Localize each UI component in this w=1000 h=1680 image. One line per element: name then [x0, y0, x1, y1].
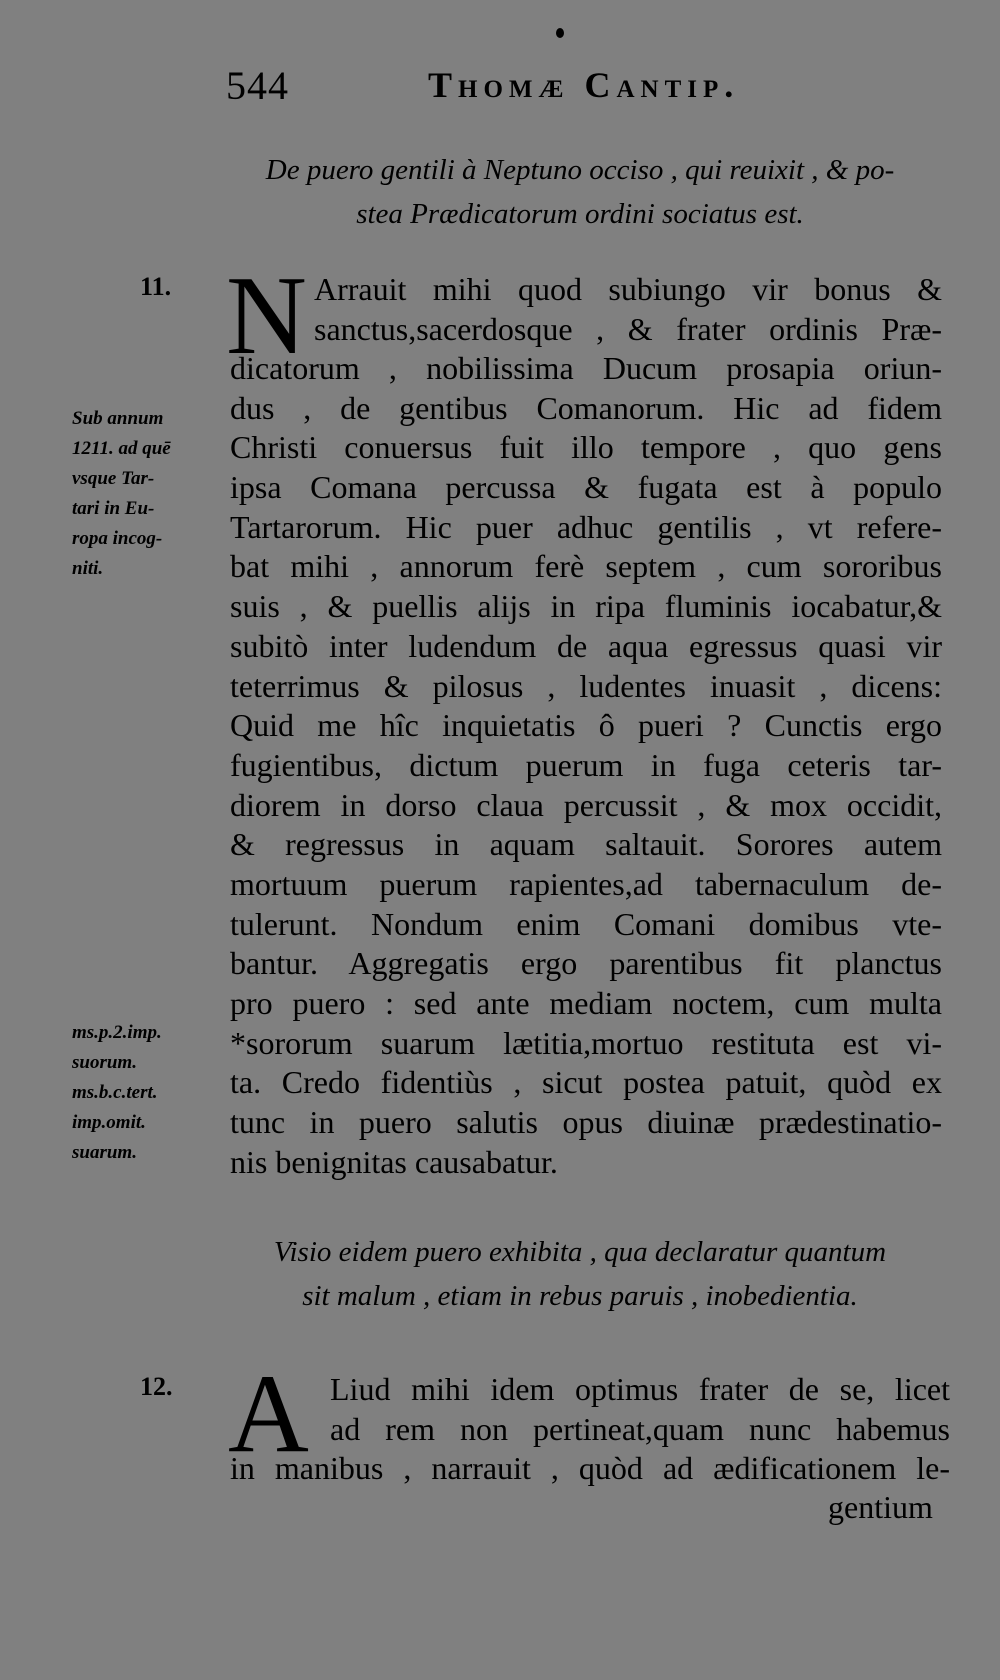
margin-note-line: suarum. [72, 1142, 137, 1163]
running-head: Thomæ Cantip. [428, 65, 740, 105]
text-line: Tartarorum. Hic puer adhuc gentilis , vt refere- [230, 508, 942, 545]
text-line: diorem in dorso claua percussit , & mox occidit, [230, 786, 942, 823]
margin-note-date [72, 404, 224, 584]
margin-note-line: 1211. ad quē [72, 438, 171, 459]
text-line: pro puero : sed ante mediam noctem, cum multa [230, 985, 942, 1021]
drop-cap-initial: N [226, 254, 307, 378]
margin-note-line: Sub annum [72, 408, 164, 429]
paragraph-1-opening [314, 270, 942, 349]
text-line: dus , de gentibus Comanorum. Hic ad fidem [230, 389, 942, 426]
margin-note-line: ms.p.2.imp. [72, 1022, 162, 1043]
text-line: ipsa Comana percussa & fugata est à populo [230, 469, 942, 506]
section-title-line: sit malum , etiam in rebus paruis , inobedientia. [302, 1280, 858, 1312]
margin-note-line: vsque Tar- [72, 468, 155, 489]
text-line: in manibus , narrauit , quòd ad ædificationem le- [230, 1450, 950, 1486]
margin-note-line: ms.b.c.tert. [72, 1082, 158, 1103]
text-line: Quid me hîc inquietatis ô pueri ? Cunctis ergo [230, 707, 942, 744]
margin-note-line: imp.omit. [72, 1112, 146, 1133]
text-line: teterrimus & pilosus , ludentes inuasit , dicens: [230, 667, 942, 704]
section-title-2 [200, 1230, 960, 1318]
margin-note-line: suorum. [72, 1052, 137, 1073]
margin-note-line: niti. [72, 558, 104, 579]
section-number-11: 11. [140, 272, 172, 301]
drop-cap-initial: A [228, 1352, 309, 1476]
margin-note-line: tari in Eu- [72, 498, 155, 519]
page-number: 544 [226, 63, 289, 108]
text-line: Liud mihi idem optimus frater de se, licet [330, 1371, 950, 1407]
paragraph-2-body [230, 1449, 950, 1489]
text-line: fugientibus, dictum puerum in fuga ceteris tar- [230, 746, 942, 783]
text-line: subitò inter ludendum de aqua egressus quasi vir [230, 627, 942, 664]
margin-note-line: ropa incog- [72, 528, 163, 549]
text-line: bat mihi , annorum ferè septem , cum sororibus [230, 548, 942, 585]
margin-note-variants [72, 1018, 224, 1168]
section-title-line: Visio eidem puero exhibita , qua declaratur quantum [273, 1236, 887, 1268]
catchword: gentium [828, 1489, 933, 1525]
section-number-12: 12. [140, 1372, 173, 1401]
text-line: bantur. Aggregatis ergo parentibus fit planctus [230, 945, 942, 982]
ink-dot [556, 28, 564, 38]
section-title-1 [200, 148, 960, 236]
text-line: Christi conuersus fuit illo tempore , quo gens [230, 429, 942, 466]
text-line: dicatorum , nobilissima Ducum prosapia oriun- [230, 350, 942, 386]
text-line: & regressus in aquam saltauit. Sorores autem [230, 826, 942, 863]
text-line: tunc in puero salutis opus diuinæ prædestinatio- [230, 1104, 942, 1141]
paragraph-1-body [230, 349, 942, 1182]
section-title-line: stea Prædicatorum ordini sociatus est. [356, 198, 804, 230]
text-line: suis , & puellis alijs in ripa fluminis iocabatur,& [230, 588, 942, 625]
paragraph-2-opening [330, 1370, 950, 1449]
text-line: sanctus,sacerdosque , & frater ordinis Præ- [314, 310, 942, 347]
text-line-last: nis benignitas causabatur. [230, 1143, 558, 1180]
text-line: mortuum puerum rapientes,ad tabernaculum de- [230, 865, 942, 902]
section-title-line: De puero gentili à Neptuno occiso , qui reuixit , & po- [265, 154, 895, 186]
text-line: tulerunt. Nondum enim Comani domibus vte- [230, 905, 942, 942]
text-line: ta. Credo fidentiùs , sicut postea patuit, quòd ex [230, 1064, 942, 1101]
text-line: *sororum suarum lætitia,mortuo restituta est vi- [230, 1024, 942, 1061]
text-line: Arrauit mihi quod subiungo vir bonus & [314, 271, 942, 307]
text-line: ad rem non pertineat,quam nunc habemus [330, 1410, 950, 1447]
